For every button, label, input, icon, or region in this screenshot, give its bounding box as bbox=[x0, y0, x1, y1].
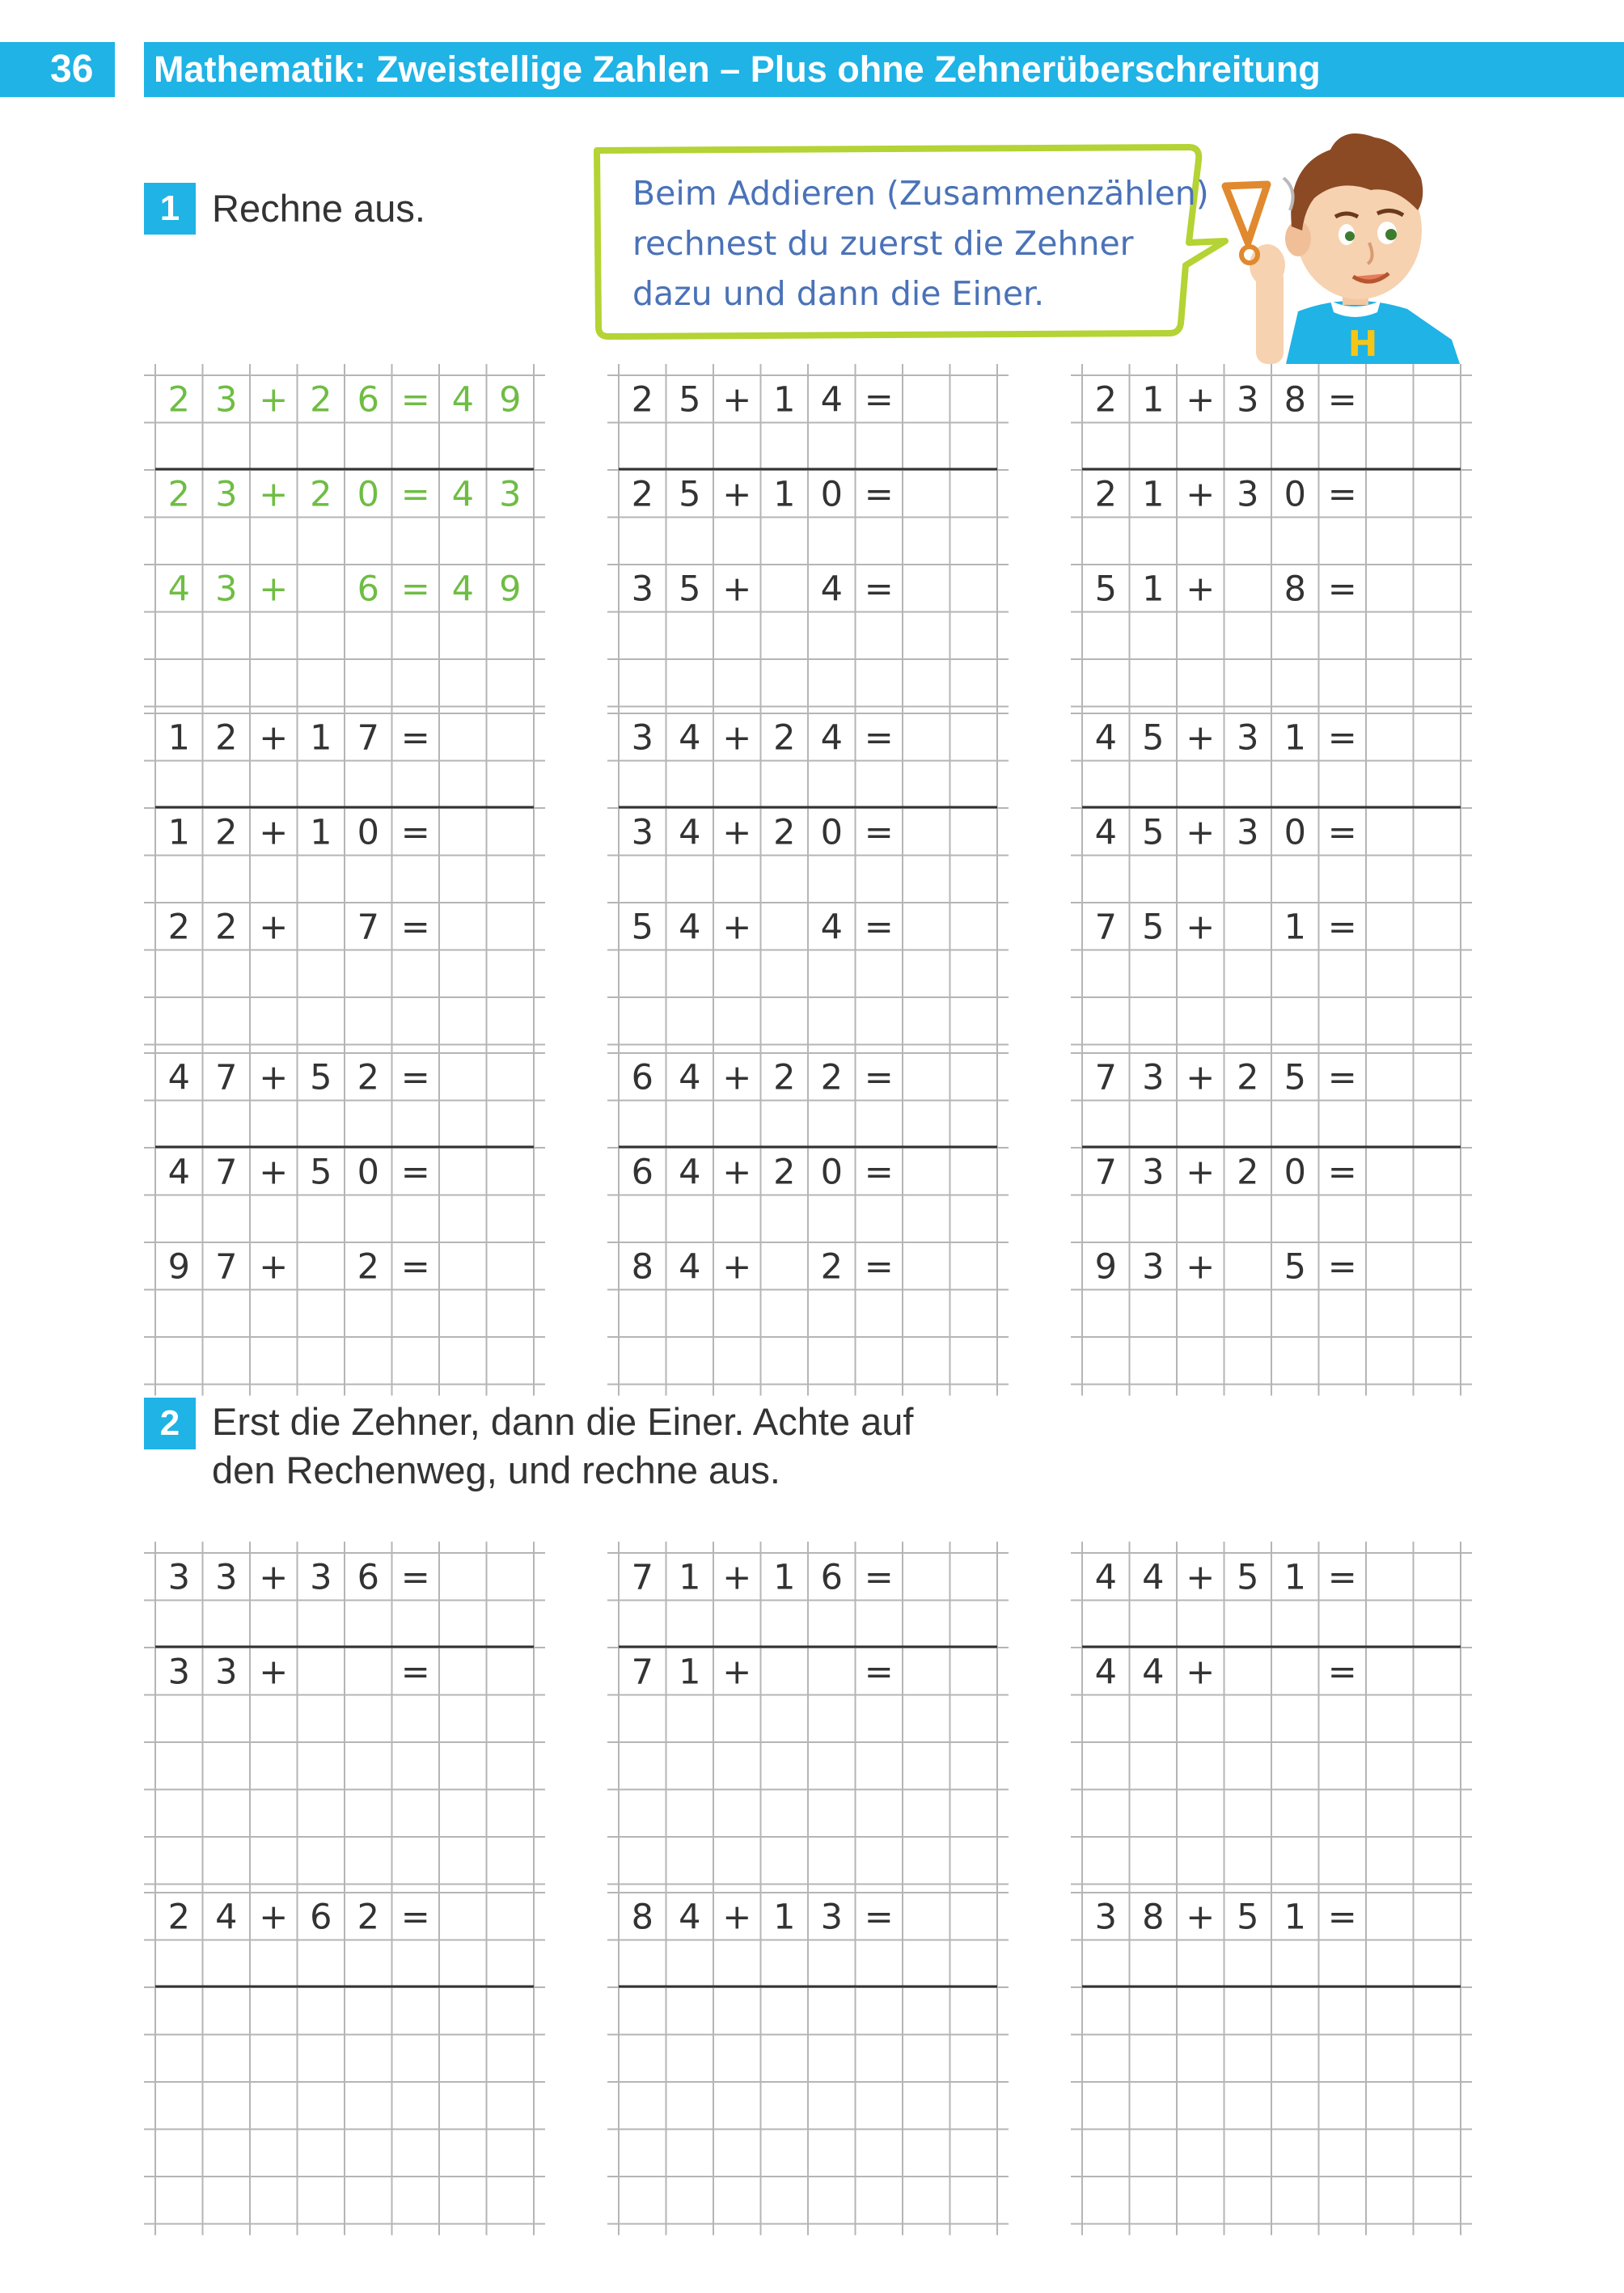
grid-digit: 6 bbox=[631, 1057, 653, 1098]
grid-digit: 3 bbox=[215, 569, 238, 610]
grid-digit: 6 bbox=[357, 1557, 379, 1598]
grid-digit: 2 bbox=[1237, 1057, 1259, 1098]
task-2-instruction bbox=[212, 1398, 913, 1495]
grid-digit: 1 bbox=[773, 379, 796, 421]
grid-digit: 1 bbox=[1142, 474, 1165, 515]
grid-digit: + bbox=[722, 379, 752, 421]
grid-digit: 4 bbox=[167, 1057, 190, 1098]
tip-text bbox=[632, 168, 1209, 319]
problem-grid bbox=[607, 702, 1009, 1056]
grid-digit: = bbox=[1327, 1246, 1357, 1288]
grid-digit: 6 bbox=[310, 1897, 332, 1938]
grid-digit: + bbox=[722, 907, 752, 948]
problem-grid bbox=[607, 1042, 1009, 1396]
grid-digit: 2 bbox=[631, 474, 653, 515]
grid-digit: 2 bbox=[215, 812, 238, 853]
grid-digit: 3 bbox=[215, 379, 238, 421]
problem-grid bbox=[144, 1042, 545, 1396]
grid-digit: + bbox=[1186, 1057, 1216, 1098]
grid-digit: 1 bbox=[679, 1557, 701, 1598]
grid-digit: 2 bbox=[773, 812, 796, 853]
grid-digit: + bbox=[1186, 379, 1216, 421]
grid-digit: = bbox=[864, 569, 894, 610]
grid-digit: 4 bbox=[820, 379, 843, 421]
grid-digit: 7 bbox=[357, 907, 379, 948]
grid-digit: 5 bbox=[1094, 569, 1117, 610]
grid-digit: 6 bbox=[357, 569, 379, 610]
grid-digit: 1 bbox=[679, 1652, 701, 1693]
grid-digit: = bbox=[1327, 1557, 1357, 1598]
grid-digit: 2 bbox=[773, 1057, 796, 1098]
grid-digit: 4 bbox=[679, 1897, 701, 1938]
grid-digit: 9 bbox=[499, 569, 522, 610]
grid-digit: 9 bbox=[1094, 1246, 1117, 1288]
grid-digit: 1 bbox=[773, 474, 796, 515]
grid-digit: 8 bbox=[1284, 379, 1306, 421]
grid-digit: = bbox=[864, 812, 894, 853]
grid-digit: = bbox=[864, 1897, 894, 1938]
grid-digit: 2 bbox=[820, 1246, 843, 1288]
grid-digit: + bbox=[722, 717, 752, 759]
page-number: 36 bbox=[50, 48, 94, 91]
grid-digit: 0 bbox=[820, 474, 843, 515]
grid-digit: 5 bbox=[1142, 812, 1165, 853]
task-1-badge: 1 bbox=[144, 183, 196, 235]
grid-digit: 0 bbox=[357, 474, 379, 515]
grid-digit: 2 bbox=[357, 1246, 379, 1288]
problem-grid bbox=[1071, 1042, 1472, 1396]
tip-line: dazu und dann die Einer. bbox=[632, 274, 1045, 313]
grid-digit: = bbox=[400, 1557, 430, 1598]
grid-digit: 8 bbox=[1284, 569, 1306, 610]
grid-digit: 5 bbox=[631, 907, 653, 948]
grid-digit: 9 bbox=[499, 379, 522, 421]
grid-digit: 3 bbox=[1237, 474, 1259, 515]
grid-digit: = bbox=[400, 1246, 430, 1288]
grid-digit: 0 bbox=[820, 812, 843, 853]
grid-digit: 8 bbox=[1142, 1897, 1165, 1938]
grid-digit: = bbox=[864, 1557, 894, 1598]
grid-digit: 0 bbox=[1284, 812, 1306, 853]
grid-digit: 7 bbox=[215, 1057, 238, 1098]
grid-digit: 2 bbox=[1237, 1152, 1259, 1193]
grid-digit: 3 bbox=[631, 812, 653, 853]
tip-line: rechnest du zuerst die Zehner bbox=[632, 224, 1134, 263]
grid-digit: 4 bbox=[820, 907, 843, 948]
grid-digit: 5 bbox=[679, 474, 701, 515]
grid-digit: + bbox=[1186, 1652, 1216, 1693]
boy-illustration bbox=[1209, 121, 1476, 364]
grid-digit: = bbox=[400, 569, 430, 610]
grid-digit: 2 bbox=[773, 717, 796, 759]
grid-digit: 4 bbox=[679, 717, 701, 759]
grid-digit: 5 bbox=[1237, 1557, 1259, 1598]
grid-digit: 6 bbox=[631, 1152, 653, 1193]
grid-digit: = bbox=[1327, 1152, 1357, 1193]
grid-digit: 8 bbox=[631, 1897, 653, 1938]
grid-digit: = bbox=[400, 907, 430, 948]
grid-digit: 2 bbox=[167, 1897, 190, 1938]
grid-digit: = bbox=[864, 1246, 894, 1288]
grid-digit: + bbox=[722, 1557, 752, 1598]
grid-digit: 3 bbox=[167, 1652, 190, 1693]
grid-digit: 1 bbox=[1142, 379, 1165, 421]
page-title: Mathematik: Zweistellige Zahlen – Plus ohne Zehnerüberschreitung bbox=[154, 49, 1321, 90]
grid-digit: + bbox=[259, 717, 289, 759]
grid-digit: 7 bbox=[1094, 1057, 1117, 1098]
grid-digit: 4 bbox=[1094, 812, 1117, 853]
grid-digit: = bbox=[1327, 1652, 1357, 1693]
grid-digit: 5 bbox=[1284, 1057, 1306, 1098]
grid-digit: = bbox=[864, 907, 894, 948]
grid-digit: 3 bbox=[1142, 1246, 1165, 1288]
grid-digit: = bbox=[1327, 569, 1357, 610]
grid-digit: 7 bbox=[357, 717, 379, 759]
grid-digit: 4 bbox=[1094, 1557, 1117, 1598]
grid-digit: = bbox=[1327, 907, 1357, 948]
grid-digit: = bbox=[1327, 717, 1357, 759]
grid-digit: = bbox=[1327, 812, 1357, 853]
grid-digit: + bbox=[1186, 474, 1216, 515]
grid-digit: 3 bbox=[631, 717, 653, 759]
grid-digit: 0 bbox=[820, 1152, 843, 1193]
grid-digit: 4 bbox=[1094, 1652, 1117, 1693]
grid-digit: 4 bbox=[679, 812, 701, 853]
grid-digit: 0 bbox=[1284, 474, 1306, 515]
grid-digit: 0 bbox=[1284, 1152, 1306, 1193]
grid-digit: + bbox=[259, 1246, 289, 1288]
grid-digit: 5 bbox=[1284, 1246, 1306, 1288]
grid-digit: 7 bbox=[1094, 1152, 1117, 1193]
grid-digit: 2 bbox=[215, 907, 238, 948]
grid-digit: 2 bbox=[310, 474, 332, 515]
grid-digit: 3 bbox=[631, 569, 653, 610]
grid-digit: 2 bbox=[1094, 474, 1117, 515]
grid-digit: = bbox=[400, 474, 430, 515]
problem-grid bbox=[1071, 1542, 1472, 1896]
problem-grid bbox=[607, 1542, 1009, 1896]
grid-digit: 3 bbox=[167, 1557, 190, 1598]
grid-digit: 4 bbox=[215, 1897, 238, 1938]
grid-digit: 4 bbox=[679, 1057, 701, 1098]
grid-digit: 4 bbox=[1142, 1557, 1165, 1598]
grid-digit: 6 bbox=[820, 1557, 843, 1598]
grid-digit: 5 bbox=[1237, 1897, 1259, 1938]
grid-digit: = bbox=[864, 717, 894, 759]
grid-digit: 1 bbox=[1142, 569, 1165, 610]
grid-digit: + bbox=[722, 1246, 752, 1288]
grid-digit: 2 bbox=[1094, 379, 1117, 421]
grid-digit: 1 bbox=[1284, 1557, 1306, 1598]
grid-digit: = bbox=[1327, 379, 1357, 421]
grid-digit: 1 bbox=[773, 1897, 796, 1938]
grid-digit: 4 bbox=[451, 474, 474, 515]
grid-digit: 4 bbox=[451, 379, 474, 421]
grid-digit: = bbox=[400, 812, 430, 853]
grid-digit: 1 bbox=[310, 812, 332, 853]
grid-digit: 2 bbox=[167, 474, 190, 515]
grid-digit: + bbox=[259, 907, 289, 948]
problem-grid bbox=[607, 1881, 1009, 2236]
grid-digit: 4 bbox=[679, 1246, 701, 1288]
grid-digit: + bbox=[722, 1652, 752, 1693]
grid-digit: 3 bbox=[1142, 1152, 1165, 1193]
grid-digit: = bbox=[864, 379, 894, 421]
grid-digit: 9 bbox=[167, 1246, 190, 1288]
grid-digit: 5 bbox=[310, 1152, 332, 1193]
grid-digit: 4 bbox=[820, 717, 843, 759]
problem-grid bbox=[144, 702, 545, 1056]
grid-digit: + bbox=[259, 1652, 289, 1693]
grid-digit: 0 bbox=[357, 812, 379, 853]
grid-digit: 3 bbox=[215, 1557, 238, 1598]
grid-digit: 4 bbox=[1142, 1652, 1165, 1693]
problem-grid bbox=[607, 364, 1009, 718]
grid-digit: 7 bbox=[215, 1152, 238, 1193]
grid-digit: = bbox=[864, 474, 894, 515]
grid-digit: + bbox=[1186, 1557, 1216, 1598]
grid-digit: = bbox=[864, 1057, 894, 1098]
grid-digit: 3 bbox=[1237, 379, 1259, 421]
grid-digit: = bbox=[400, 1897, 430, 1938]
grid-digit: 0 bbox=[357, 1152, 379, 1193]
grid-digit: 4 bbox=[451, 569, 474, 610]
grid-digit: 4 bbox=[679, 1152, 701, 1193]
grid-digit: 5 bbox=[310, 1057, 332, 1098]
grid-digit: + bbox=[722, 1057, 752, 1098]
grid-digit: + bbox=[722, 474, 752, 515]
grid-digit: = bbox=[864, 1652, 894, 1693]
grid-digit: + bbox=[722, 1152, 752, 1193]
grid-digit: 3 bbox=[1142, 1057, 1165, 1098]
grid-digit: = bbox=[400, 379, 430, 421]
grid-digit: + bbox=[1186, 1152, 1216, 1193]
grid-digit: 1 bbox=[167, 812, 190, 853]
grid-digit: 1 bbox=[167, 717, 190, 759]
grid-digit: + bbox=[1186, 569, 1216, 610]
task-2-badge: 2 bbox=[144, 1398, 196, 1449]
grid-digit: 4 bbox=[820, 569, 843, 610]
grid-digit: 1 bbox=[1284, 1897, 1306, 1938]
grid-digit: = bbox=[1327, 474, 1357, 515]
grid-digit: + bbox=[259, 812, 289, 853]
grid-digit: + bbox=[1186, 907, 1216, 948]
problem-grid bbox=[1071, 702, 1472, 1056]
grid-digit: 2 bbox=[820, 1057, 843, 1098]
instruction-line: Erst die Zehner, dann die Einer. Achte auf bbox=[212, 1400, 914, 1443]
grid-digit: 1 bbox=[310, 717, 332, 759]
grid-digit: = bbox=[400, 1057, 430, 1098]
grid-digit: 2 bbox=[773, 1152, 796, 1193]
grid-digit: 3 bbox=[820, 1897, 843, 1938]
grid-digit: + bbox=[259, 1057, 289, 1098]
grid-digit: 2 bbox=[167, 379, 190, 421]
grid-digit: 1 bbox=[1284, 717, 1306, 759]
grid-digit: + bbox=[1186, 1246, 1216, 1288]
grid-digit: 3 bbox=[1094, 1897, 1117, 1938]
grid-digit: = bbox=[400, 1652, 430, 1693]
grid-digit: + bbox=[722, 1897, 752, 1938]
grid-digit: 5 bbox=[1142, 907, 1165, 948]
grid-digit: + bbox=[1186, 1897, 1216, 1938]
grid-digit: 4 bbox=[167, 1152, 190, 1193]
problem-grid bbox=[1071, 364, 1472, 718]
grid-digit: 4 bbox=[679, 907, 701, 948]
grid-digit: 7 bbox=[631, 1557, 653, 1598]
grid-digit: 8 bbox=[631, 1246, 653, 1288]
problem-grid bbox=[1071, 1881, 1472, 2236]
grid-digit: 4 bbox=[167, 569, 190, 610]
grid-digit: 5 bbox=[679, 569, 701, 610]
grid-digit: 5 bbox=[1142, 717, 1165, 759]
grid-digit: 2 bbox=[310, 379, 332, 421]
grid-digit: 2 bbox=[167, 907, 190, 948]
grid-digit: + bbox=[1186, 717, 1216, 759]
grid-digit: = bbox=[1327, 1897, 1357, 1938]
grid-digit: + bbox=[259, 569, 289, 610]
grid-digit: 7 bbox=[215, 1246, 238, 1288]
grid-digit: = bbox=[864, 1152, 894, 1193]
grid-digit: 2 bbox=[631, 379, 653, 421]
grid-digit: 3 bbox=[310, 1557, 332, 1598]
task-1-instruction: Rechne aus. bbox=[212, 187, 425, 230]
grid-digit: 6 bbox=[357, 379, 379, 421]
grid-digit: 3 bbox=[215, 474, 238, 515]
grid-digit: + bbox=[259, 1897, 289, 1938]
grid-digit: 2 bbox=[357, 1057, 379, 1098]
instruction-line: den Rechenweg, und rechne aus. bbox=[212, 1449, 780, 1491]
grid-digit: 7 bbox=[631, 1652, 653, 1693]
grid-digit: + bbox=[259, 1152, 289, 1193]
grid-digit: 7 bbox=[1094, 907, 1117, 948]
problem-grid bbox=[144, 1881, 545, 2236]
grid-digit: = bbox=[400, 1152, 430, 1193]
grid-digit: + bbox=[259, 1557, 289, 1598]
grid-digit: 2 bbox=[215, 717, 238, 759]
grid-digit: 1 bbox=[773, 1557, 796, 1598]
grid-digit: 3 bbox=[499, 474, 522, 515]
grid-digit: 3 bbox=[1237, 717, 1259, 759]
grid-digit: = bbox=[400, 717, 430, 759]
problem-grid bbox=[144, 1542, 545, 1896]
problem-grid bbox=[144, 364, 545, 718]
tip-line: Beim Addieren (Zusammenzählen) bbox=[632, 174, 1209, 213]
grid-digit: 2 bbox=[357, 1897, 379, 1938]
grid-digit: 1 bbox=[1284, 907, 1306, 948]
grid-digit: + bbox=[722, 569, 752, 610]
grid-digit: + bbox=[259, 379, 289, 421]
svg-text:H: H bbox=[1347, 324, 1378, 364]
grid-digit: 5 bbox=[679, 379, 701, 421]
grid-digit: + bbox=[1186, 812, 1216, 853]
grid-digit: 3 bbox=[215, 1652, 238, 1693]
grid-digit: + bbox=[722, 812, 752, 853]
grid-digit: 3 bbox=[1237, 812, 1259, 853]
grid-digit: = bbox=[1327, 1057, 1357, 1098]
grid-digit: 4 bbox=[1094, 717, 1117, 759]
grid-digit: + bbox=[259, 474, 289, 515]
